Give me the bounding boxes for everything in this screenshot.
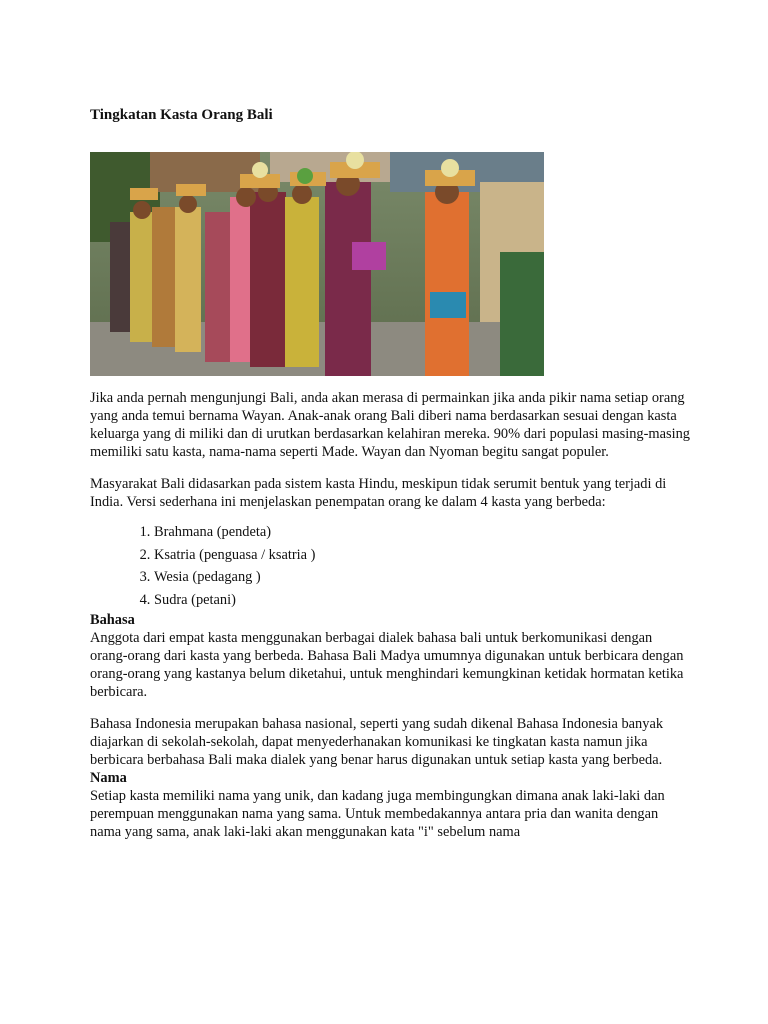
caste-item: 4. Sudra (petani) bbox=[154, 589, 690, 612]
intro-paragraph: Jika anda pernah mengunjungi Bali, anda akan merasa di permainkan jika anda pikir nama setiap orang yang anda temui bernama Wayan. Anak-anak orang Bali diberi nama berdasarkan sesuai dengan kasta keluarga yang di miliki dan di urutkan berdasarkan kelahiran mereka. 90% dari populasi masing-masing memiliki satu kasta, nama-nama seperti Made. Wayan dan Nyoman begitu sangat populer. bbox=[90, 390, 690, 460]
bahasa-paragraph-1: Anggota dari empat kasta menggunakan berbagai dialek bahasa bali untuk berkomunikasi dengan orang-orang dari kasta yang berbeda. Bahasa Bali Madya umumnya digunakan untuk berbicara dengan orang-orang yang kastanya belum diketahui, untuk menghindari kemungkinan ketidak hormatan ketika berbicara. bbox=[90, 630, 684, 701]
document-content bbox=[90, 105, 690, 841]
section-heading-bahasa: Bahasa bbox=[90, 612, 135, 629]
caste-item: 2. Ksatria (penguasa / ksatria ) bbox=[154, 544, 690, 567]
caste-item: 1. Brahmana (pendeta) bbox=[154, 521, 690, 544]
nama-paragraph-1: Setiap kasta memiliki nama yang unik, dan kadang juga membingungkan dimana anak laki-laki dan perempuan menggunakan nama yang sama. Untuk membedakannya antara pria dan wanita dengan nama yang sama, anak laki-laki akan menggunakan kata "i" sebelum nama bbox=[90, 788, 665, 841]
bahasa-paragraph-2: Bahasa Indonesia merupakan bahasa nasional, seperti yang sudah dikenal Bahasa Indonesia banyak diajarkan di sekolah-sekolah, dapat menyederhanakan komunikasi ke tingkatan kasta namun jika berbicara berbahasa Bali maka dialek yang benar harus digunakan untuk setiap kasta yang berbeda. bbox=[90, 716, 664, 769]
document-title: Tingkatan Kasta Orang Bali bbox=[90, 107, 273, 123]
caste-list bbox=[90, 521, 690, 611]
ceremony-photo bbox=[90, 152, 544, 376]
caste-system-paragraph: Masyarakat Bali didasarkan pada sistem kasta Hindu, meskipun tidak serumit bentuk yang terjadi di India. Versi sederhana ini menjelaskan penempatan orang ke dalam 4 kasta yang berbeda: bbox=[90, 476, 667, 510]
caste-item: 3. Wesia (pedagang ) bbox=[154, 566, 690, 589]
section-heading-nama: Nama bbox=[90, 770, 127, 787]
